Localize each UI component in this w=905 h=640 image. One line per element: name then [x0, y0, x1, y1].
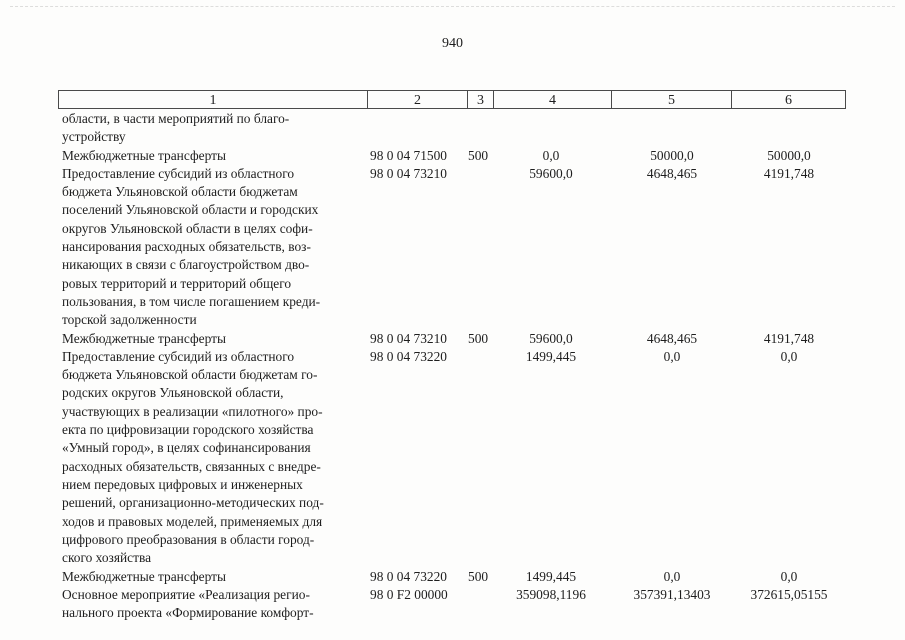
description-line: ровых территорий и территорий общего: [62, 275, 292, 291]
description-line: нием передовых цифровых и инженерных: [62, 476, 303, 492]
amount-col-4-value: 0,0: [542, 147, 560, 163]
amount-col-6: [732, 348, 846, 366]
budget-code: 98 0 04 73220: [370, 568, 447, 584]
amount-col-6: [732, 568, 846, 586]
amount-col-5-value: 50000,0: [650, 147, 694, 163]
amount-col-5: [612, 330, 732, 348]
description-line: устройству: [62, 129, 126, 145]
description-line: Предоставление субсидий из областного: [62, 348, 295, 364]
expense-type-code: 500: [468, 568, 489, 584]
row-description: [62, 586, 358, 623]
description-line: участвующих в реализации «пилотного» про-: [62, 403, 323, 419]
amount-col-6-value: 372615,05155: [750, 586, 828, 602]
amount-col-4: [492, 348, 610, 366]
amount-col-5-value: 0,0: [663, 348, 681, 364]
amount-col-6-value: 0,0: [780, 568, 798, 584]
description-line: округов Ульяновской области в целях софи-: [62, 220, 313, 236]
row-description: [62, 147, 358, 165]
amount-col-5: [612, 586, 732, 604]
amount-col-4-value: 1499,445: [525, 348, 577, 364]
row-description: [62, 568, 358, 586]
description-line: Основное мероприятие «Реализация регио-: [62, 586, 310, 602]
column-header-4: 4: [493, 91, 611, 108]
amount-col-5: [612, 348, 732, 366]
amount-col-5: [612, 568, 732, 586]
description-line: екта по цифровизации городского хозяйства: [62, 422, 314, 438]
column-header-5: 5: [611, 91, 731, 108]
description-line: ходов и правовых моделей, применяемых для: [62, 513, 323, 529]
amount-col-6-value: 50000,0: [767, 147, 811, 163]
description-line: нансирования расходных обязательств, воз-: [62, 239, 311, 255]
description-line: поселений Ульяновской области и городских: [62, 202, 319, 218]
description-line: бюджета Ульяновской области бюджетам го-: [62, 367, 318, 383]
page-number: 940: [442, 36, 463, 51]
expense-type-code: 500: [468, 330, 489, 346]
amount-col-4-value: 1499,445: [525, 568, 577, 584]
budget-code: 98 0 04 73220: [370, 348, 447, 364]
description-line: Межбюджетные трансферты: [62, 147, 226, 163]
row-description: [62, 348, 358, 568]
description-line: области, в части мероприятий по благо-: [62, 111, 290, 126]
column-header-1: 1: [209, 93, 217, 108]
description-line: решений, организационно-методических под-: [62, 495, 324, 511]
column-header-3: 3: [467, 91, 493, 108]
amount-col-4: [492, 586, 610, 604]
table-header: [58, 90, 846, 109]
amount-col-4-value: 59600,0: [529, 165, 573, 181]
description-line: Межбюджетные трансферты: [62, 568, 226, 584]
budget-code: 98 0 04 73210: [370, 330, 447, 346]
amount-col-5: [612, 147, 732, 165]
amount-col-6: [732, 165, 846, 183]
amount-col-6: [732, 147, 846, 165]
amount-col-6-value: 4191,748: [763, 165, 815, 181]
amount-col-4: [492, 568, 610, 586]
amount-col-4: [492, 330, 610, 348]
description-line: Предоставление субсидий из областного: [62, 165, 295, 181]
amount-col-6-value: 0,0: [780, 348, 798, 364]
amount-col-5: [612, 165, 732, 183]
description-line: «Умный город», в целях софинансирования: [62, 440, 311, 456]
scan-artifact-line: [10, 6, 895, 8]
description-line: пользования, в том числе погашением креди-: [62, 293, 321, 309]
column-header-6: 6: [731, 91, 845, 108]
description-line: цифрового преобразования в области город-: [62, 531, 315, 547]
description-line: торской задолженности: [62, 312, 197, 328]
amount-col-5-value: 4648,465: [646, 165, 698, 181]
budget-code: 98 0 04 71500: [370, 147, 447, 163]
budget-code: 98 0 F2 00000: [370, 586, 448, 602]
description-line: ского хозяйства: [62, 550, 152, 566]
budget-code: 98 0 04 73210: [370, 165, 447, 181]
amount-col-6: [732, 586, 846, 604]
expense-type-code: 500: [468, 147, 489, 163]
amount-col-5-value: 357391,13403: [633, 586, 711, 602]
description-line: никающих в связи с благоустройством дво-: [62, 257, 310, 273]
amount-col-4-value: 59600,0: [529, 330, 573, 346]
amount-col-6: [732, 330, 846, 348]
amount-col-5-value: 4648,465: [646, 330, 698, 346]
description-line: родских округов Ульяновской области,: [62, 385, 284, 401]
amount-col-4: [492, 165, 610, 183]
description-line: нального проекта «Формирование комфорт-: [62, 605, 314, 621]
amount-col-6-value: 4191,748: [763, 330, 815, 346]
amount-col-5-value: 0,0: [663, 568, 681, 584]
description-line: бюджета Ульяновской области бюджетам: [62, 184, 298, 200]
column-header-2: 2: [367, 91, 467, 108]
amount-col-4-value: 359098,1196: [516, 586, 586, 602]
description-line: расходных обязательств, связанных с внедре-: [62, 458, 321, 474]
description-line: Межбюджетные трансферты: [62, 330, 226, 346]
row-description: [62, 110, 358, 147]
amount-col-4: [492, 147, 610, 165]
row-description: [62, 330, 358, 348]
row-description: [62, 165, 358, 330]
